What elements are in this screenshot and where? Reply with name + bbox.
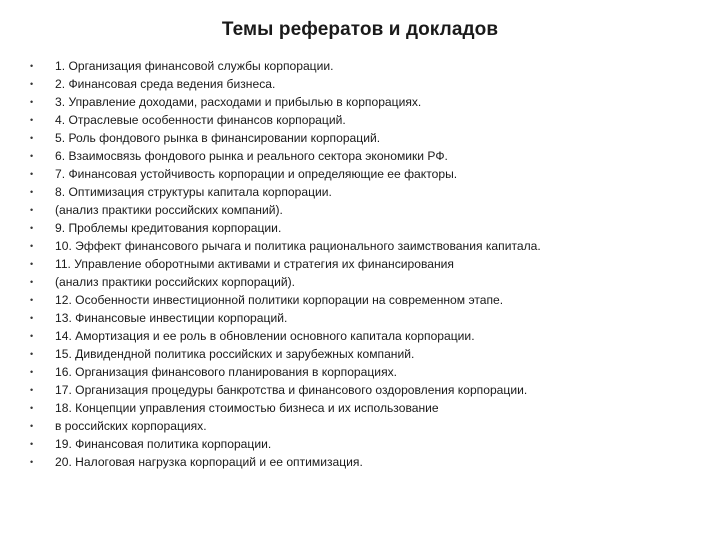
bullet-icon: •: [30, 313, 34, 323]
topic-item: [24, 417, 704, 435]
topic-item: [24, 435, 704, 453]
topic-text: 8. Оптимизация структуры капитала корпорации.: [55, 185, 332, 199]
topic-item: [24, 201, 704, 219]
topic-text: 16. Организация финансового планирования в корпорациях.: [55, 365, 398, 379]
bullet-icon: •: [30, 187, 34, 197]
bullet-icon: •: [30, 205, 34, 215]
topic-item: [24, 309, 704, 327]
topic-text: 10. Эффект финансового рычага и политика рационального заимствования капитала.: [55, 239, 541, 253]
topic-text: 2. Финансовая среда ведения бизнеса.: [55, 77, 276, 91]
bullet-icon: •: [30, 295, 34, 305]
topic-text: 4. Отраслевые особенности финансов корпораций.: [55, 113, 346, 127]
topic-item: [24, 165, 704, 183]
bullet-icon: •: [30, 169, 34, 179]
bullet-icon: •: [30, 277, 34, 287]
bullet-icon: •: [30, 241, 34, 251]
slide-title: Темы рефератов и докладов: [221, 19, 499, 40]
topic-item: [24, 363, 704, 381]
bullet-icon: •: [30, 331, 34, 341]
bullet-icon: •: [30, 61, 34, 71]
bullet-icon: •: [30, 115, 34, 125]
bullet-icon: •: [30, 439, 34, 449]
topic-item: [24, 183, 704, 201]
topic-item: [24, 57, 704, 75]
topic-text: в российских корпорациях.: [55, 419, 207, 433]
bullet-icon: •: [30, 97, 34, 107]
topic-item: [24, 129, 704, 147]
topic-text: 20. Налоговая нагрузка корпораций и ее оптимизация.: [55, 455, 363, 469]
bullet-icon: •: [30, 367, 34, 377]
topic-text: 11. Управление оборотными активами и стратегия их финансирования: [55, 257, 454, 271]
topic-item: [24, 111, 704, 129]
topic-item: [24, 255, 704, 273]
bullet-icon: •: [30, 457, 34, 467]
topic-text: 5. Роль фондового рынка в финансировании корпораций.: [55, 131, 381, 145]
topic-item: [24, 381, 704, 399]
bullet-icon: •: [30, 421, 34, 431]
topic-text: 19. Финансовая политика корпорации.: [55, 437, 272, 451]
topic-item: [24, 75, 704, 93]
topic-text: 14. Амортизация и ее роль в обновлении основного капитала корпорации.: [55, 329, 475, 343]
topic-text: 7. Финансовая устойчивость корпорации и определяющие ее факторы.: [55, 167, 458, 181]
topic-item: [24, 327, 704, 345]
topic-item: [24, 273, 704, 291]
topic-text: 6. Взаимосвязь фондового рынка и реального сектора экономики РФ.: [55, 149, 448, 163]
topic-item: [24, 147, 704, 165]
topic-item: [24, 399, 704, 417]
topic-item: [24, 237, 704, 255]
topic-text: (анализ практики российских корпораций).: [55, 275, 295, 289]
topic-text: 12. Особенности инвестиционной политики корпорации на современном этапе.: [55, 293, 504, 307]
bullet-icon: •: [30, 403, 34, 413]
bullet-icon: •: [30, 133, 34, 143]
topic-text: 1. Организация финансовой службы корпорации.: [55, 59, 334, 73]
topic-text: 13. Финансовые инвестиции корпораций.: [55, 311, 288, 325]
topic-text: (анализ практики российских компаний).: [55, 203, 283, 217]
topic-text: 17. Организация процедуры банкротства и финансового оздоровления корпорации.: [55, 383, 528, 397]
bullet-icon: •: [30, 349, 34, 359]
bullet-icon: •: [30, 223, 34, 233]
topic-item: [24, 291, 704, 309]
topic-item: [24, 93, 704, 111]
bullet-icon: •: [30, 385, 34, 395]
topic-text: 15. Дивидендной политика российских и зарубежных компаний.: [55, 347, 415, 361]
topic-item: [24, 453, 704, 471]
bullet-icon: •: [30, 151, 34, 161]
bullet-icon: •: [30, 79, 34, 89]
topic-text: 3. Управление доходами, расходами и прибылью в корпорациях.: [55, 95, 422, 109]
topic-text: 9. Проблемы кредитования корпорации.: [55, 221, 282, 235]
topic-item: [24, 219, 704, 237]
topic-text: 18. Концепции управления стоимостью бизнеса и их использование: [55, 401, 439, 415]
topic-item: [24, 345, 704, 363]
bullet-icon: •: [30, 259, 34, 269]
topic-list: [24, 57, 704, 471]
